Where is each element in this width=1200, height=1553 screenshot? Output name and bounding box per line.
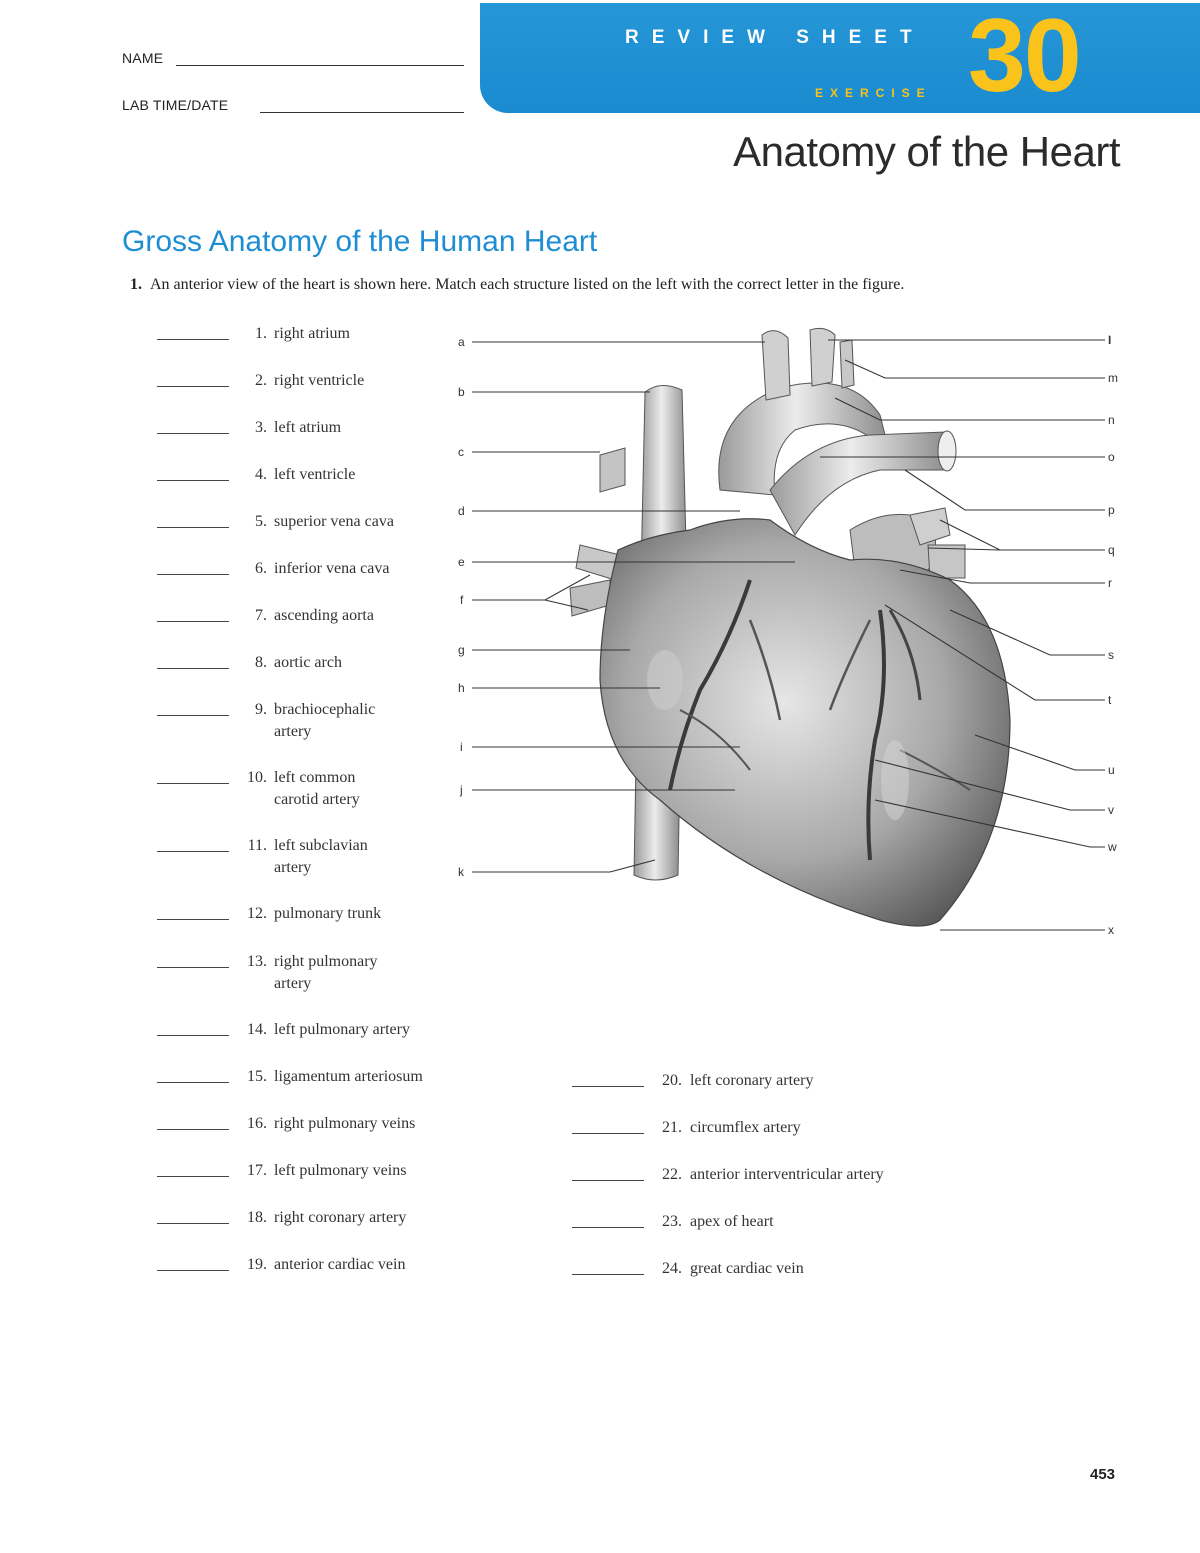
answer-blank[interactable]: [157, 621, 229, 622]
item-label: right pulmonary artery: [274, 953, 378, 992]
item-label: left subclavian artery: [274, 837, 368, 876]
item-label: pulmonary trunk: [274, 905, 382, 922]
item-label: left common carotid artery: [274, 769, 360, 808]
exercise-number: 30: [968, 0, 1080, 114]
item-number: 15.: [247, 1068, 267, 1085]
heart-illustration: [570, 328, 1010, 926]
item-label: left atrium: [274, 419, 342, 436]
figure-letter: r: [1108, 576, 1112, 590]
item-number: 18.: [247, 1209, 267, 1226]
figure-letter: j: [460, 783, 463, 797]
answer-blank[interactable]: [157, 1223, 229, 1224]
figure-letter: o: [1108, 450, 1115, 464]
item-label: great cardiac vein: [690, 1260, 804, 1277]
item-number: 11.: [247, 837, 267, 854]
figure-letter: m: [1108, 371, 1118, 385]
answer-blank[interactable]: [572, 1133, 644, 1134]
item-label: left pulmonary veins: [274, 1162, 407, 1179]
figure-letter: l: [1108, 333, 1111, 347]
figure-letter: s: [1108, 648, 1114, 662]
figure-letter: n: [1108, 413, 1115, 427]
item-number: 22.: [662, 1166, 682, 1183]
item-label: anterior interventricular artery: [690, 1166, 884, 1183]
item-number: 1.: [255, 325, 267, 342]
answer-blank[interactable]: [157, 386, 229, 387]
answer-blank[interactable]: [157, 1035, 229, 1036]
item-number: 19.: [247, 1256, 267, 1273]
item-number: 20.: [662, 1072, 682, 1089]
page-number: 453: [1090, 1466, 1116, 1483]
item-label: circumflex artery: [690, 1119, 801, 1136]
figure-letter: a: [458, 335, 465, 349]
figure-letter: p: [1108, 503, 1115, 517]
lab-time-label: LAB TIME/DATE: [122, 97, 229, 113]
answer-blank[interactable]: [157, 668, 229, 669]
figure-letter: b: [458, 385, 465, 399]
question-number: 1.: [130, 276, 142, 293]
item-label: ligamentum arteriosum: [274, 1068, 423, 1085]
item-label: right ventricle: [274, 372, 365, 389]
answer-blank[interactable]: [157, 1129, 229, 1130]
item-number: 7.: [255, 607, 267, 624]
figure-letter: t: [1108, 693, 1112, 707]
item-label: superior vena cava: [274, 513, 394, 530]
item-number: 9.: [255, 701, 267, 718]
item-number: 10.: [247, 769, 267, 786]
answer-blank[interactable]: [157, 715, 229, 716]
item-number: 21.: [662, 1119, 682, 1136]
item-number: 16.: [247, 1115, 267, 1132]
question-prompt: [130, 276, 904, 294]
item-number: 12.: [247, 905, 267, 922]
question-text: An anterior view of the heart is shown here. Match each structure listed on the left with the correct letter in the figure.: [150, 276, 905, 293]
name-label: NAME: [122, 50, 164, 66]
item-label: right pulmonary veins: [274, 1115, 416, 1132]
answer-blank[interactable]: [572, 1274, 644, 1275]
item-label: right atrium: [274, 325, 350, 342]
answer-blank[interactable]: [157, 574, 229, 575]
item-label: inferior vena cava: [274, 560, 390, 577]
figure-letter: k: [458, 865, 464, 879]
name-blank[interactable]: [176, 65, 464, 66]
item-label: brachiocephalic artery: [274, 701, 376, 740]
answer-blank[interactable]: [157, 527, 229, 528]
figure-letter: h: [458, 681, 465, 695]
answer-blank[interactable]: [157, 783, 229, 784]
item-label: ascending aorta: [274, 607, 374, 624]
heart-figure: [450, 320, 1130, 960]
figure-letter: v: [1108, 803, 1114, 817]
item-label: anterior cardiac vein: [274, 1256, 406, 1273]
answer-blank[interactable]: [157, 967, 229, 968]
item-label: left pulmonary artery: [274, 1021, 410, 1038]
item-number: 2.: [255, 372, 267, 389]
figure-letter: d: [458, 504, 465, 518]
answer-blank[interactable]: [572, 1086, 644, 1087]
answer-blank[interactable]: [157, 1176, 229, 1177]
answer-blank[interactable]: [572, 1227, 644, 1228]
answer-blank[interactable]: [157, 433, 229, 434]
review-sheet-label: REVIEW SHEET: [625, 27, 925, 48]
figure-letter: f: [460, 593, 464, 607]
figure-letter: u: [1108, 763, 1115, 777]
figure-letter: x: [1108, 923, 1114, 937]
answer-blank[interactable]: [572, 1180, 644, 1181]
item-number: 5.: [255, 513, 267, 530]
figure-letter: g: [458, 643, 465, 657]
page-title: Anatomy of the Heart: [733, 128, 1120, 175]
item-label: left ventricle: [274, 466, 356, 483]
item-number: 4.: [255, 466, 267, 483]
section-heading: Gross Anatomy of the Human Heart: [122, 225, 598, 258]
item-number: 6.: [255, 560, 267, 577]
item-label: right coronary artery: [274, 1209, 407, 1226]
answer-blank[interactable]: [157, 919, 229, 920]
exercise-label: EXERCISE: [815, 86, 932, 100]
item-number: 8.: [255, 654, 267, 671]
item-number: 24.: [662, 1260, 682, 1277]
figure-letter: i: [460, 740, 463, 754]
answer-blank[interactable]: [157, 1270, 229, 1271]
figure-letter: w: [1108, 840, 1117, 854]
item-number: 23.: [662, 1213, 682, 1230]
answer-blank[interactable]: [157, 480, 229, 481]
item-label: aortic arch: [274, 654, 342, 671]
item-number: 17.: [247, 1162, 267, 1179]
item-number: 13.: [247, 953, 267, 970]
item-label: apex of heart: [690, 1213, 774, 1230]
figure-letter: c: [458, 445, 464, 459]
lab-time-field: [122, 97, 228, 113]
figure-letter: q: [1108, 543, 1115, 557]
answer-blank[interactable]: [157, 1082, 229, 1083]
lab-time-blank[interactable]: [260, 112, 464, 113]
answer-blank[interactable]: [157, 851, 229, 852]
name-field: [122, 50, 163, 66]
item-number: 3.: [255, 419, 267, 436]
item-label: left coronary artery: [690, 1072, 814, 1089]
figure-letter: e: [458, 555, 465, 569]
answer-blank[interactable]: [157, 339, 229, 340]
item-number: 14.: [247, 1021, 267, 1038]
